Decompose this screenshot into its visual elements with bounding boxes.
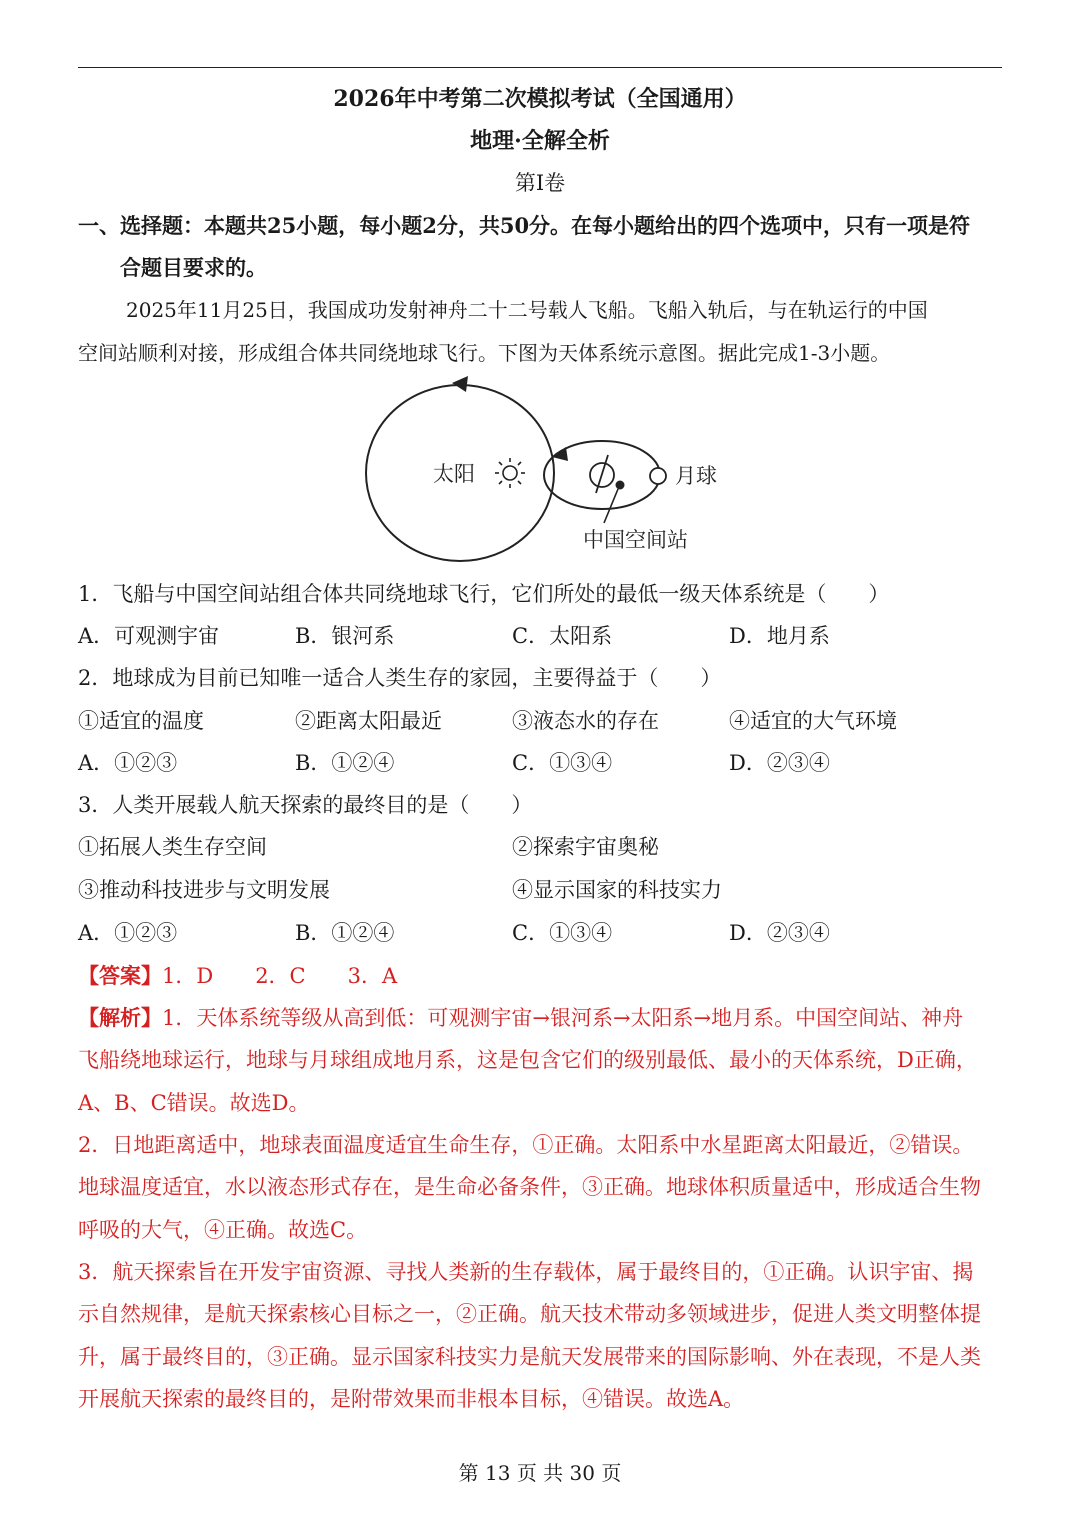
- question-2-stem: 2．地球成为目前已知唯一适合人类生存的家园，主要得益于（ ）: [78, 666, 722, 690]
- question-3-item-2: ②探索宇宙奥秘: [512, 835, 659, 859]
- question-3-option-a: A．①②③: [78, 921, 178, 945]
- question-2-item-1: ①适宜的温度: [78, 709, 204, 733]
- question-2-option-c: C．①③④: [512, 751, 613, 775]
- exam-subtitle: 地理·全解全析: [470, 128, 610, 154]
- passage-line-1: 2025年11月25日，我国成功发射神舟二十二号载人飞船。飞船入轨后，与在轨运行的中国: [126, 298, 928, 322]
- question-2-option-a: A．①②③: [78, 751, 178, 775]
- question-3-option-c: C．①③④: [512, 921, 613, 945]
- analysis-text: 1．天体系统等级从高到低：可观测宇宙→银河系→太阳系→地月系。中国空间站、神舟: [162, 1006, 964, 1030]
- section-heading-continued: 合题目要求的。: [120, 255, 267, 280]
- moon-icon: [650, 468, 666, 484]
- passage-line-2: 空间站顺利对接，形成组合体共同绕地球飞行。下图为天体系统示意图。据此完成1-3小题。: [78, 341, 891, 365]
- earth-icon: [590, 455, 614, 493]
- analysis-line-6: 呼吸的大气，④正确。故选C。: [78, 1218, 368, 1242]
- question-3-item-1: ①拓展人类生存空间: [78, 835, 267, 859]
- question-2-option-b: B．①②④: [295, 751, 395, 775]
- analysis-line-2: 飞船绕地球运行，地球与月球组成地月系，这是包含它们的级别最低、最小的天体系统，D正确，: [78, 1048, 977, 1072]
- analysis-line-9: 升，属于最终目的，③正确。显示国家科技实力是航天发展带来的国际影响、外在表现，不是人类: [78, 1345, 981, 1369]
- analysis-line-5: 地球温度适宜，水以液态形式存在，是生命必备条件，③正确。地球体积质量适中，形成适合生物: [78, 1175, 981, 1199]
- exam-title: 2026年中考第二次模拟考试（全国通用）: [333, 86, 747, 112]
- question-3-item-3: ③推动科技进步与文明发展: [78, 878, 330, 902]
- question-2-item-2: ②距离太阳最近: [295, 709, 442, 733]
- page-number: 第 13 页 共 30 页: [458, 1461, 622, 1485]
- question-1-option-b: B．银河系: [295, 624, 395, 648]
- question-1-option-d: D．地月系: [729, 624, 830, 648]
- question-1-stem: 1．飞船与中国空间站组合体共同绕地球飞行，它们所处的最低一级天体系统是（ ）: [78, 582, 890, 606]
- analysis-line-3: A、B、C错误。故选D。: [78, 1091, 310, 1115]
- question-3-option-b: B．①②④: [295, 921, 395, 945]
- question-3-stem: 3．人类开展载人航天探索的最终目的是（ ）: [78, 793, 533, 817]
- question-2-item-3: ③液态水的存在: [512, 709, 659, 733]
- analysis-line-10: 开展航天探索的最终目的，是附带效果而非根本目标，④错误。故选A。: [78, 1387, 745, 1411]
- moon-label: 月球: [675, 464, 717, 488]
- station-label: 中国空间站: [583, 528, 688, 552]
- volume-label: 第I卷: [514, 171, 566, 195]
- moon-orbit-arrow-icon: [552, 447, 568, 461]
- question-2-option-d: D．②③④: [729, 751, 830, 775]
- earth-orbit-arrow-icon: [452, 376, 468, 392]
- answer-text: 1．D 2．C 3．A: [162, 964, 398, 988]
- space-station-dot: [616, 481, 625, 490]
- analysis-line-8: 示自然规律，是航天探索核心目标之一，②正确。航天技术带动多领域进步，促进人类文明整体提: [78, 1302, 981, 1326]
- sun-icon: [495, 458, 525, 488]
- question-2-item-4: ④适宜的大气环境: [729, 709, 897, 733]
- station-pointer-line: [604, 489, 618, 523]
- answer-line: [78, 961, 397, 991]
- analysis-line-4: 2．日地距离适中，地球表面温度适宜生命生存，①正确。太阳系中水星距离太阳最近，②错误。: [78, 1133, 974, 1157]
- analysis-tag: 【解析】: [78, 1005, 162, 1030]
- analysis-line-1: [78, 1003, 963, 1033]
- question-3-item-4: ④显示国家的科技实力: [512, 878, 722, 902]
- top-rule: [78, 67, 1002, 68]
- question-1-option-a: A．可观测宇宙: [78, 624, 220, 648]
- answer-tag: 【答案】: [78, 963, 162, 988]
- question-3-option-d: D．②③④: [729, 921, 830, 945]
- question-1-option-c: C．太阳系: [512, 624, 613, 648]
- sun-label: 太阳: [433, 462, 475, 486]
- celestial-system-diagram: [340, 375, 740, 570]
- analysis-line-7: 3．航天探索旨在开发宇宙资源、寻找人类新的生存载体，属于最终目的，①正确。认识宇宙、揭: [78, 1260, 974, 1284]
- section-heading: 一、选择题：本题共25小题，每小题2分，共50分。在每小题给出的四个选项中，只有一项是符: [78, 213, 971, 238]
